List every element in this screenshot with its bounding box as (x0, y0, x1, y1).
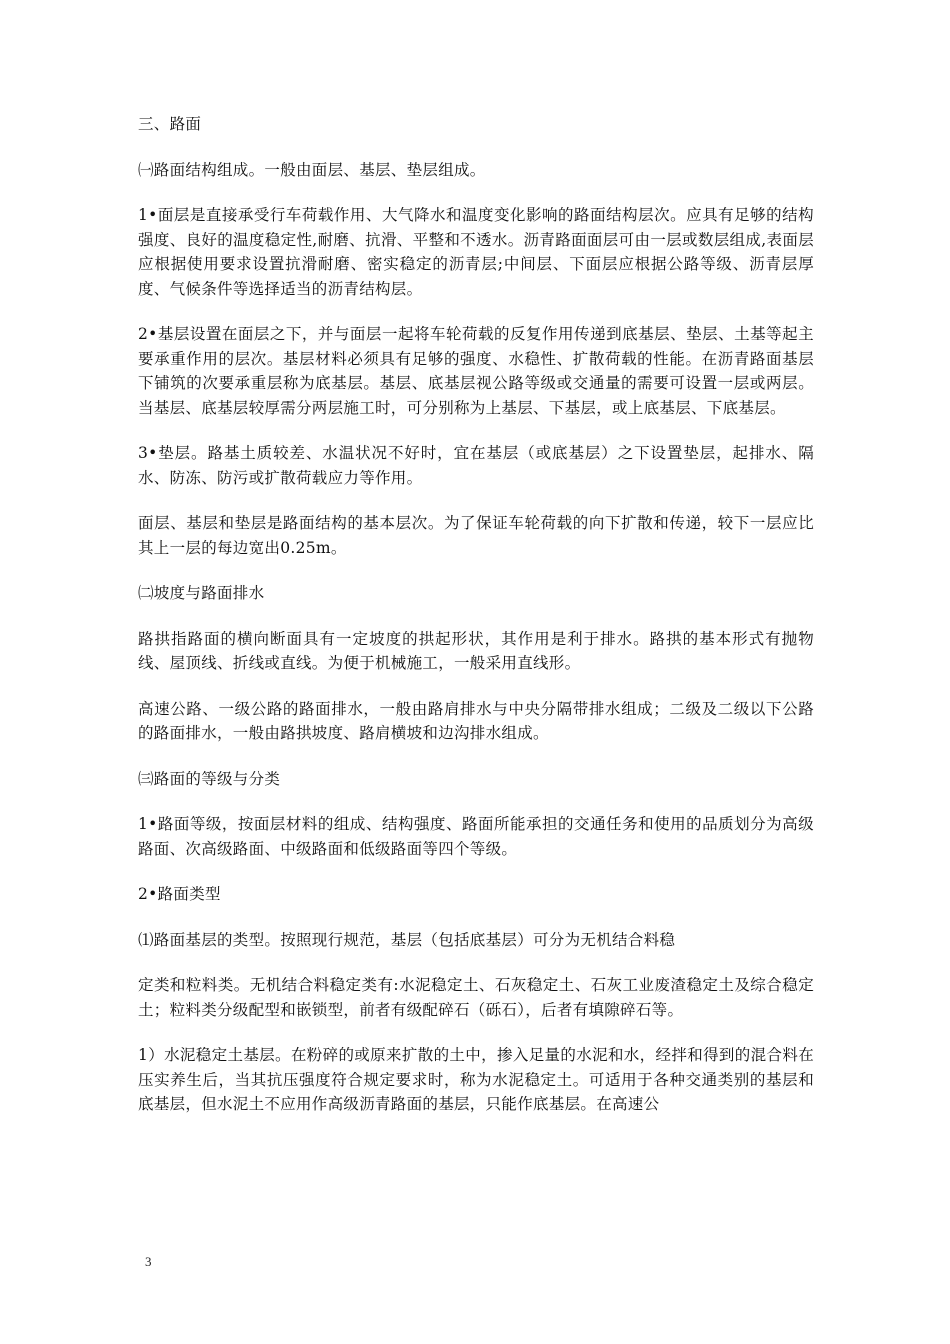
paragraph-heading: 2•路面类型 (138, 885, 221, 903)
paragraph: 2•基层设置在面层之下，并与面层一起将车轮荷载的反复作用传递到底基层、垫层、土基等起主要承重作用的层次。基层材料必须具有足够的强度、水稳性、扩散荷载的性能。在沥青路面基层下铺筑的次要承重层称为底基层。基层、底基层视公路等级或交通量的需要可设置一层或两层。当基层、底基层较厚需分两层施工时，可分别称为上基层、下基层，或上底基层、下底基层。 (138, 325, 814, 417)
section-heading: 三、路面 (138, 115, 202, 133)
paragraph: 路拱指路面的横向断面具有一定坡度的拱起形状，其作用是利于排水。路拱的基本形式有抛物线、屋顶线、折线或直线。为便于机械施工，一般采用直线形。 (138, 629, 814, 672)
subsection-heading: ㈢路面的等级与分类 (138, 769, 281, 788)
subsection-heading: ㈡坡度与路面排水 (138, 584, 265, 602)
paragraph: ⑴路面基层的类型。按照现行规范，基层（包括底基层）可分为无机结合料稳 (138, 930, 676, 949)
paragraph: 1•面层是直接承受行车荷载作用、大气降水和温度变化影响的路面结构层次。应具有足够的结构强度、良好的温度稳定性,耐磨、抗滑、平整和不透水。沥青路面面层可由一层或数层组成,表面层应根据使用要求设置抗滑耐磨、密实稳定的沥青层;中间层、下面层应根据公路等级、沥青层厚度、气候条件等选择适当的沥青结构层。 (138, 206, 814, 298)
paragraph: 高速公路、一级公路的路面排水，一般由路肩排水与中央分隔带排水组成；二级及二级以下公路的路面排水，一般由路拱坡度、路肩横坡和边沟排水组成。 (138, 699, 814, 742)
page-number: 3 (145, 1254, 152, 1269)
paragraph: 1）水泥稳定土基层。在粉碎的或原来扩散的土中，掺入足量的水泥和水，经拌和得到的混合料在压实养生后，当其抗压强度符合规定要求时，称为水泥稳定土。可适用于各种交通类别的基层和底基层，但水泥土不应用作高级沥青路面的基层，只能作底基层。在高速公 (138, 1046, 814, 1113)
paragraph: 面层、基层和垫层是路面结构的基本层次。为了保证车轮荷载的向下扩散和传递，较下一层应比其上一层的每边宽出0.25m。 (138, 514, 814, 557)
paragraph: 1•路面等级，按面层材料的组成、结构强度、路面所能承担的交通任务和使用的品质划分为高级路面、次高级路面、中级路面和低级路面等四个等级。 (138, 815, 814, 858)
subsection-heading: ㈠路面结构组成。一般由面层、基层、垫层组成。 (138, 160, 486, 179)
document-body (138, 112, 814, 1138)
paragraph: 3•垫层。路基土质较差、水温状况不好时，宜在基层（或底基层）之下设置垫层，起排水、隔水、防冻、防污或扩散荷载应力等作用。 (138, 444, 814, 487)
paragraph: 定类和粒料类。无机结合料稳定类有:水泥稳定土、石灰稳定土、石灰工业废渣稳定土及综合稳定土；粒料类分级配型和嵌锁型，前者有级配碎石（砾石），后者有填隙碎石等。 (138, 976, 814, 1019)
